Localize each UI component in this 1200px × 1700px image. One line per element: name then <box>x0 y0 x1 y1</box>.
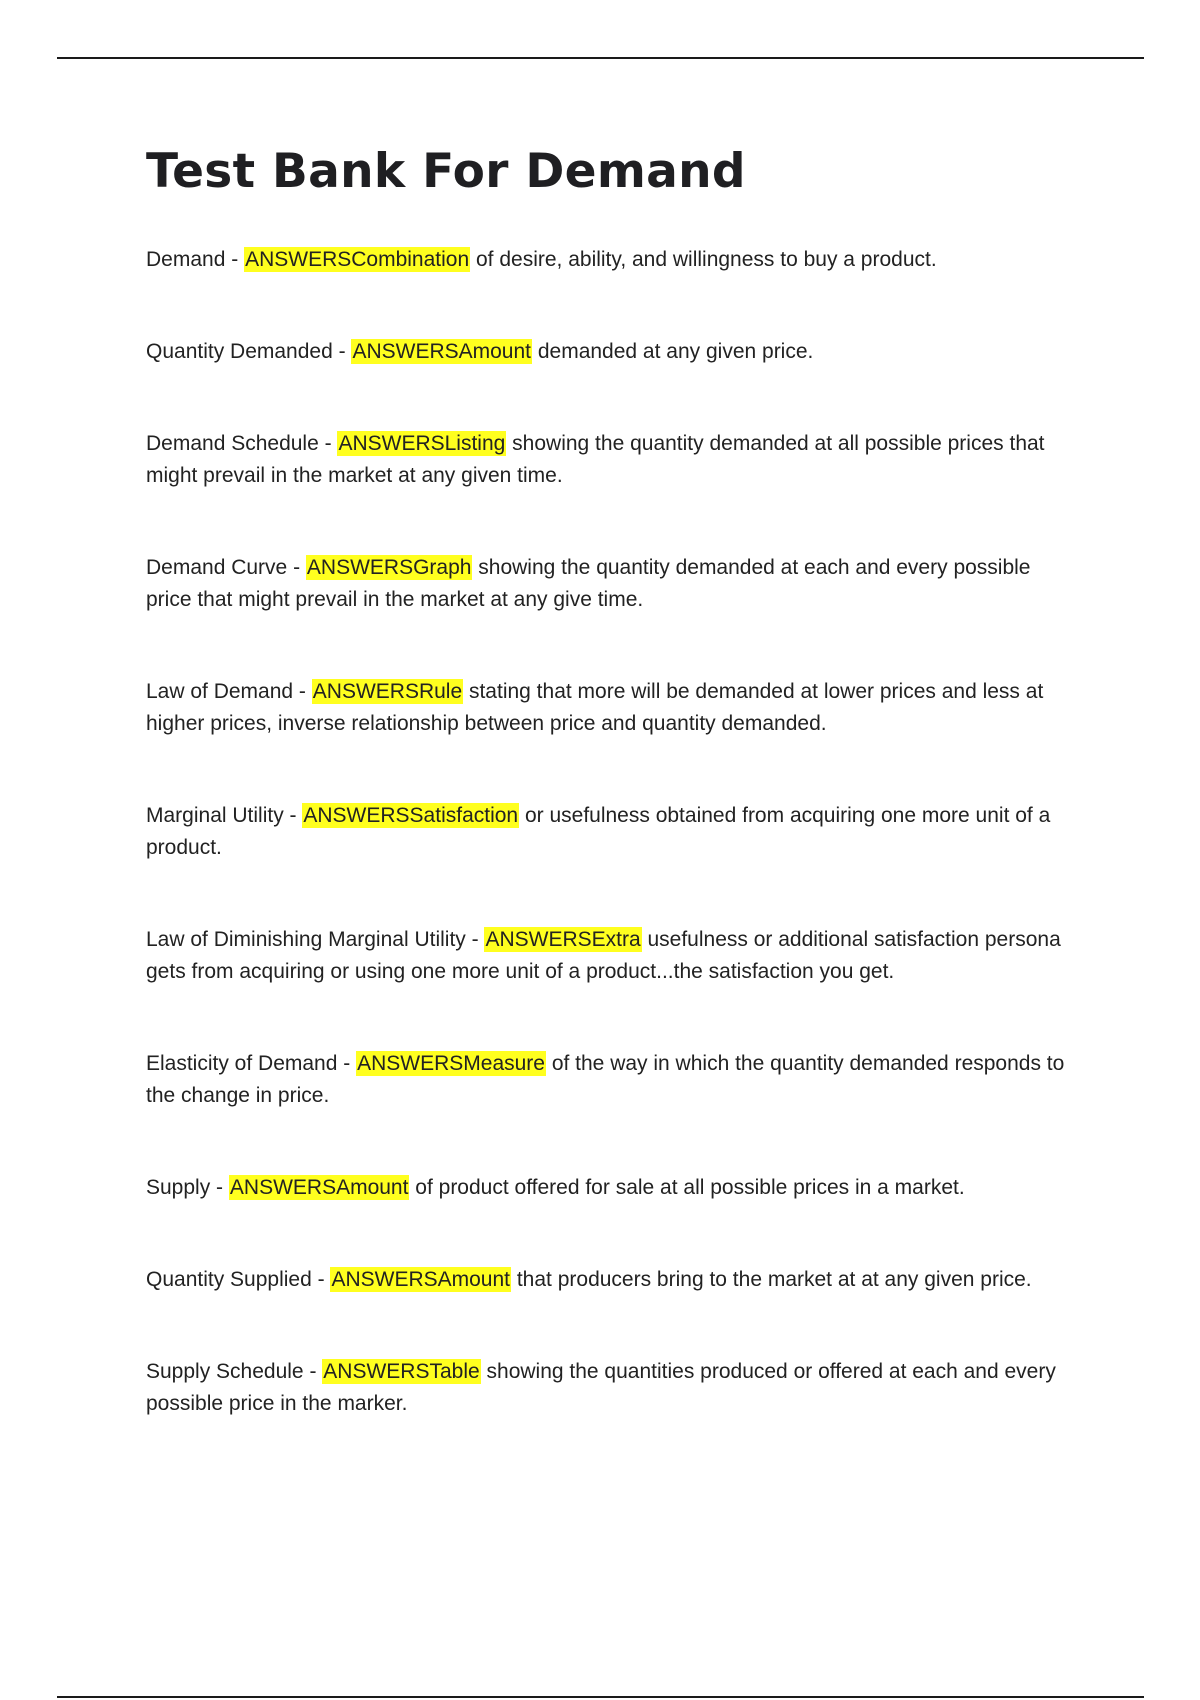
entry-answer-highlight: ANSWERSAmount <box>352 340 532 363</box>
entry-definition: showing the quantities produced or offered at each and every possible price in the marker. <box>146 1360 1056 1415</box>
entry-separator: - <box>225 248 245 271</box>
document-body <box>146 140 1066 1420</box>
entry-answer-highlight: ANSWERSSatisfaction <box>303 804 519 827</box>
entry-answer-highlight: ANSWERSRule <box>312 680 463 703</box>
entry-answer-highlight: ANSWERSAmount <box>331 1268 511 1291</box>
entry-definition: demanded at any given price. <box>532 340 814 363</box>
entry-term: Marginal Utility <box>146 804 284 827</box>
entry-law-of-diminishing-marginal-utility <box>146 924 1066 988</box>
entry-separator: - <box>303 1360 323 1383</box>
entry-demand-curve <box>146 552 1066 616</box>
entry-definition: of product offered for sale at all possible prices in a market. <box>409 1176 965 1199</box>
entry-quantity-demanded <box>146 336 1066 368</box>
entry-demand <box>146 244 1066 276</box>
entry-term: Demand Curve <box>146 556 288 579</box>
entry-term: Supply Schedule <box>146 1360 304 1383</box>
entry-supply-schedule <box>146 1356 1066 1420</box>
entry-separator: - <box>283 804 303 827</box>
header-rule <box>57 57 1144 59</box>
entry-answer-highlight: ANSWERSAmount <box>229 1176 409 1199</box>
entry-definition: showing the quantity demanded at each and every possible price that might prevail in the market at any give time. <box>146 556 1031 611</box>
entry-separator: - <box>311 1268 331 1291</box>
document-title: Test Bank For Demand <box>146 144 746 199</box>
entry-term: Elasticity of Demand <box>146 1052 338 1075</box>
entry-answer-highlight: ANSWERSExtra <box>485 928 641 951</box>
entry-separator: - <box>318 432 338 455</box>
entry-definition: usefulness or additional satisfaction persona gets from acquiring or using one more unit of a product...the satisfaction you get. <box>146 928 1061 983</box>
entry-separator: - <box>465 928 485 951</box>
entry-definition: of desire, ability, and willingness to buy a product. <box>470 248 937 271</box>
entry-law-of-demand <box>146 676 1066 740</box>
entry-separator: - <box>210 1176 229 1199</box>
entry-term: Supply <box>146 1176 211 1199</box>
entry-answer-highlight: ANSWERSGraph <box>306 556 472 579</box>
entry-definition: of the way in which the quantity demanded responds to the change in price. <box>146 1052 1065 1107</box>
entry-definition: or usefulness obtained from acquiring one more unit of a product. <box>146 804 1051 859</box>
entry-definition: showing the quantity demanded at all possible prices that might prevail in the market at any given time. <box>146 432 1045 487</box>
footer-rule <box>57 1696 1144 1698</box>
entry-separator: - <box>337 1052 357 1075</box>
entry-answer-highlight: ANSWERSTable <box>323 1360 480 1383</box>
entry-definition: that producers bring to the market at at any given price. <box>511 1268 1032 1291</box>
entry-answer-highlight: ANSWERSCombination <box>245 248 470 271</box>
entry-answer-highlight: ANSWERSListing <box>338 432 506 455</box>
entry-elasticity-of-demand <box>146 1048 1066 1112</box>
entry-term: Law of Demand <box>146 680 294 703</box>
entry-term: Quantity Demanded <box>146 340 333 363</box>
entry-separator: - <box>287 556 306 579</box>
entry-demand-schedule <box>146 428 1066 492</box>
entry-definition: stating that more will be demanded at lower prices and less at higher prices, inverse relationship between price and quantity demanded. <box>146 680 1044 735</box>
entry-answer-highlight: ANSWERSMeasure <box>357 1052 545 1075</box>
entry-term: Demand Schedule <box>146 432 319 455</box>
entry-marginal-utility <box>146 800 1066 864</box>
entry-term: Law of Diminishing Marginal Utility <box>146 928 466 951</box>
entry-quantity-supplied <box>146 1264 1066 1296</box>
entry-separator: - <box>332 340 352 363</box>
entry-separator: - <box>293 680 312 703</box>
entry-term: Demand <box>146 248 226 271</box>
entry-supply <box>146 1172 1066 1204</box>
entry-term: Quantity Supplied <box>146 1268 312 1291</box>
